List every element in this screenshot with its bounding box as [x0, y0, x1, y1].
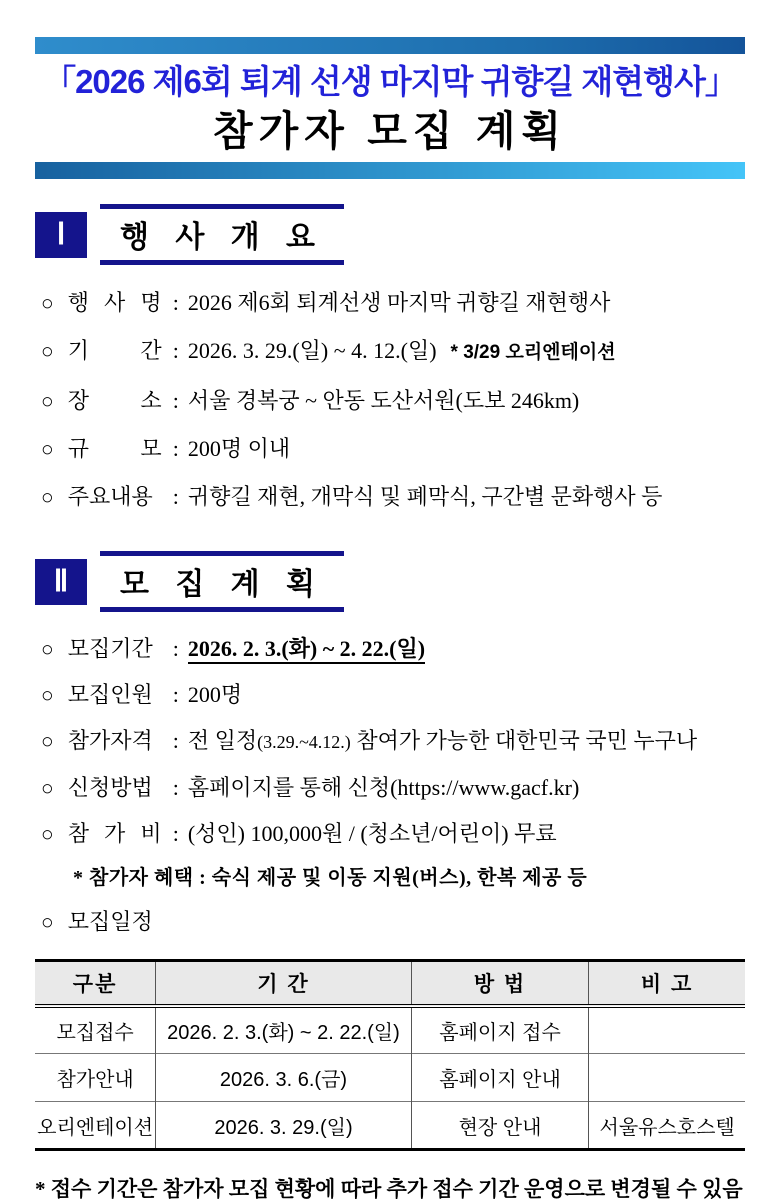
recruit-schedule-table	[35, 959, 745, 1151]
item-value: 서울 경복궁 ~ 안동 도산서원(도보 246km)	[187, 388, 580, 413]
item-label: 참가자격	[67, 728, 153, 753]
table-cell: 홈페이지 접수	[411, 1006, 589, 1054]
table-cell: 오리엔테이션	[35, 1102, 156, 1150]
item-value: 2026. 2. 3.(화) ~ 2. 22.(일)	[188, 636, 425, 664]
item-value-post: 참여가 가능한 대한민국 국민 누구나	[350, 728, 698, 753]
section-1-title: 행 사 개 요	[100, 204, 344, 265]
list-item-event-name	[41, 279, 745, 327]
table-cell: 현장 안내	[411, 1102, 589, 1150]
item-label: 모집일정	[67, 909, 153, 934]
colon-separator: :	[172, 821, 179, 846]
table-header-remark: 비 고	[589, 961, 745, 1006]
section-2-title: 모 집 계 획	[100, 551, 344, 612]
bullet-icon: ○	[41, 729, 54, 753]
table-cell: 2026. 3. 6.(금)	[156, 1054, 412, 1102]
colon-separator: :	[172, 290, 179, 315]
colon-separator: :	[172, 436, 179, 461]
table-cell: 참가안내	[35, 1054, 156, 1102]
list-item-schedule	[41, 899, 745, 945]
colon-separator: :	[172, 636, 179, 661]
colon-separator: :	[172, 484, 179, 509]
bottom-accent-bar	[35, 162, 745, 179]
table-header-method: 방 법	[411, 961, 589, 1006]
item-value: 귀향길 재현, 개막식 및 폐막식, 구간별 문화행사 등	[187, 484, 663, 509]
colon-separator: :	[172, 775, 179, 800]
table-header-row	[35, 961, 745, 1006]
bullet-icon: ○	[41, 822, 54, 846]
list-item-apply-method	[41, 765, 745, 811]
table-row	[35, 1102, 745, 1150]
table-header-period: 기 간	[156, 961, 412, 1006]
section-1-numeral-box: Ⅰ	[35, 212, 87, 258]
list-item-recruit-period	[41, 626, 745, 672]
item-value: 홈페이지를 통해 신청(https://www.gacf.kr)	[187, 775, 580, 800]
bullet-icon: ○	[41, 339, 54, 363]
item-value-small: (3.29.~4.12.)	[257, 732, 351, 752]
section-2-numeral-box: Ⅱ	[35, 559, 87, 605]
table-cell: 2026. 2. 3.(화) ~ 2. 22.(일)	[156, 1006, 412, 1054]
bullet-icon: ○	[41, 485, 54, 509]
table-cell: 홈페이지 안내	[411, 1054, 589, 1102]
table-cell: 모집접수	[35, 1006, 156, 1054]
bullet-icon: ○	[41, 389, 54, 413]
colon-separator: :	[172, 728, 179, 753]
colon-separator: :	[172, 338, 179, 363]
item-value: (성인) 100,000원 / (청소년/어린이) 무료	[187, 821, 557, 846]
bullet-icon: ○	[41, 910, 54, 934]
bullet-icon: ○	[41, 437, 54, 461]
list-item-main-content	[41, 473, 745, 521]
item-label: 장 소	[67, 388, 162, 413]
list-item-period	[41, 327, 745, 377]
item-value: 2026 제6회 퇴계선생 마지막 귀향길 재현행사	[187, 290, 611, 315]
item-label: 기 간	[67, 338, 162, 363]
table-row	[35, 1054, 745, 1102]
benefit-note: * 참가자 혜택 : 숙식 제공 및 이동 지원(버스), 한복 제공 등	[73, 867, 588, 889]
item-value: 200명 이내	[187, 436, 291, 461]
document-subtitle: 참가자 모집 계획	[212, 108, 568, 154]
footer-note: * 접수 기간은 참가자 모집 현황에 따라 추가 접수 기간 운영으로 변경될 수 있음	[35, 1177, 743, 1201]
table-cell: 2026. 3. 29.(일)	[156, 1102, 412, 1150]
list-item-eligibility	[41, 718, 745, 765]
top-accent-bar	[35, 37, 745, 54]
table-cell	[589, 1054, 745, 1102]
table-header-category: 구분	[35, 961, 156, 1006]
bullet-icon: ○	[41, 637, 54, 661]
bullet-icon: ○	[41, 776, 54, 800]
colon-separator: :	[172, 388, 179, 413]
bullet-icon: ○	[41, 291, 54, 315]
section-1-header	[35, 204, 745, 265]
item-label: 규 모	[67, 436, 162, 461]
item-label: 모집인원	[67, 682, 153, 707]
section-2-header	[35, 551, 745, 612]
bullet-icon: ○	[41, 683, 54, 707]
colon-separator: :	[172, 682, 179, 707]
item-value-pre: 전 일정	[187, 728, 258, 753]
table-row	[35, 1006, 745, 1054]
section-1-items	[41, 279, 745, 521]
list-item-place	[41, 377, 745, 425]
item-value: 2026. 3. 29.(일) ~ 4. 12.(일)	[187, 338, 437, 363]
item-label: 참 가 비	[67, 821, 162, 846]
item-label: 주요내용	[67, 484, 153, 509]
item-label: 행 사 명	[67, 290, 162, 315]
item-value: 200명	[187, 682, 243, 707]
document-title: 「2026 제6회 퇴계 선생 마지막 귀향길 재현행사」	[43, 63, 737, 100]
section-2-items	[41, 626, 745, 945]
table-cell: 서울유스호스텔	[589, 1102, 745, 1150]
item-label: 신청방법	[67, 775, 153, 800]
item-note: * 3/29 오리엔테이션	[450, 342, 616, 363]
item-label: 모집기간	[67, 636, 153, 661]
list-item-fee	[41, 811, 745, 857]
table-cell	[589, 1006, 745, 1054]
list-item-scale	[41, 425, 745, 473]
list-item-recruit-count	[41, 672, 745, 718]
